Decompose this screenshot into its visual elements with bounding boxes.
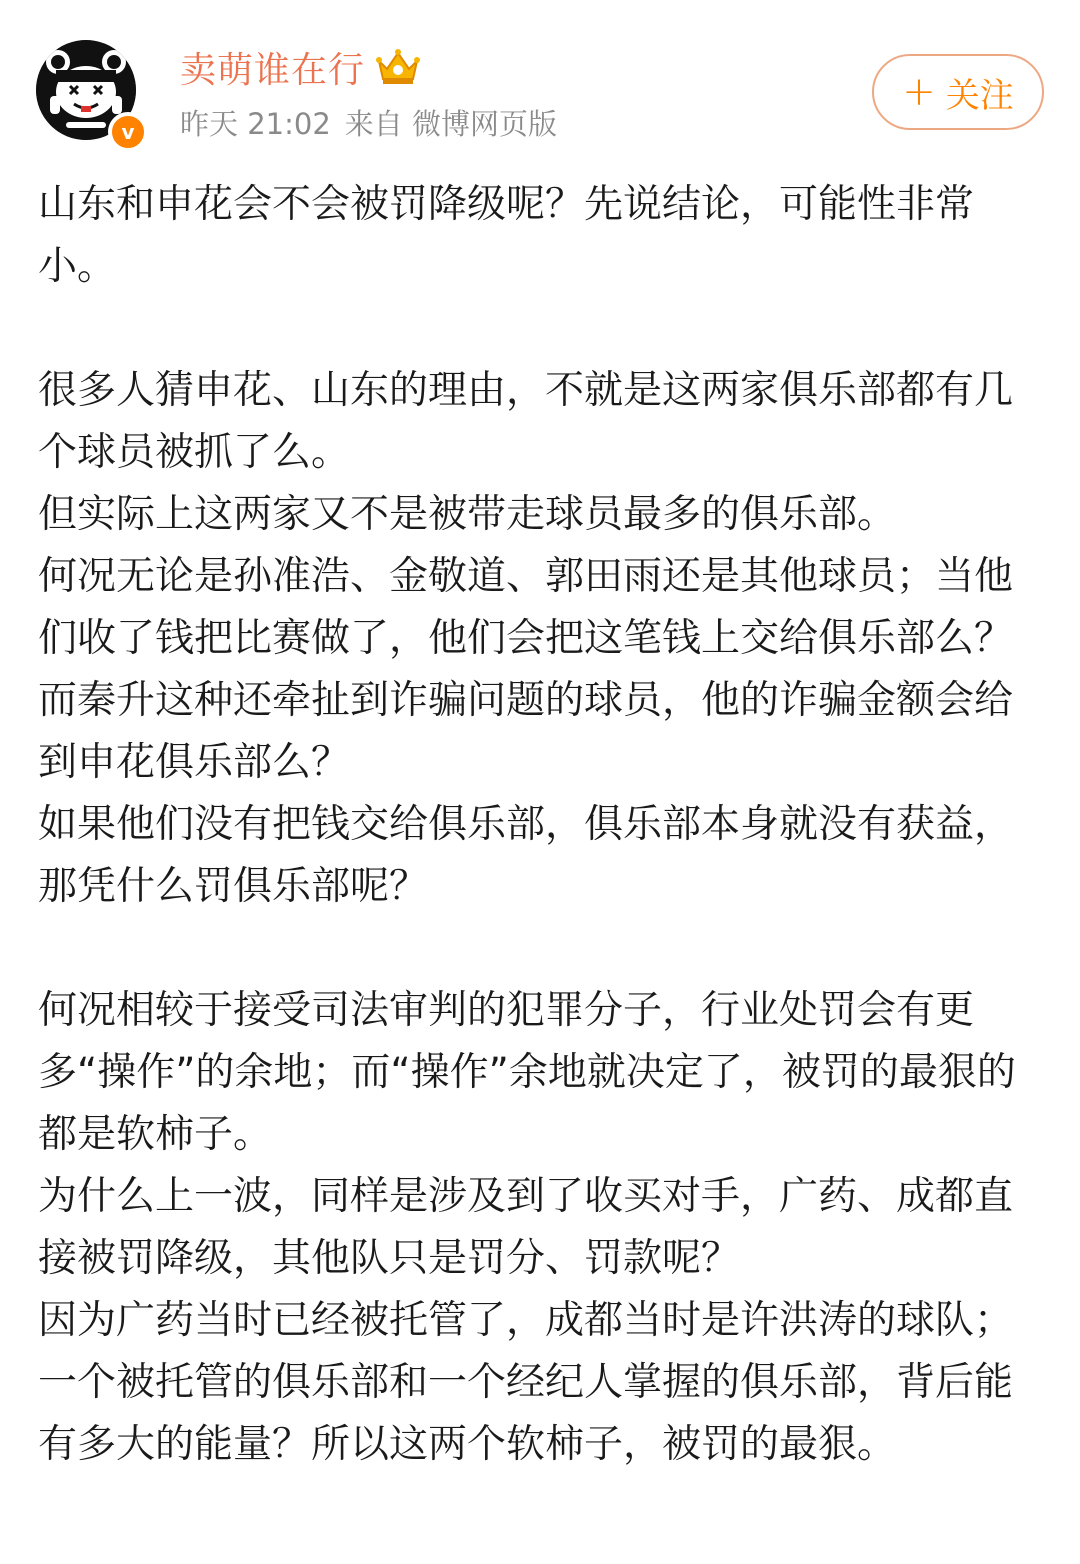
post-header (0, 0, 1080, 160)
post-paragraph-3: 但实际上这两家又不是被带走球员最多的俱乐部。 (38, 492, 897, 537)
post-paragraph-6: 何况相较于接受司法审判的犯罪分子，行业处罚会有更多“操作”的余地；而“操作”余地就决定了，被罚的最狠的都是软柿子。 (38, 988, 1016, 1157)
follow-button[interactable] (872, 54, 1044, 130)
username[interactable]: 卖萌谁在行 (180, 49, 366, 91)
verified-glyph: v (121, 120, 135, 144)
plus-icon: + (902, 69, 936, 115)
post-content (38, 174, 1038, 1476)
post-meta (180, 102, 557, 143)
post-time: 昨天 21:02 (180, 107, 331, 141)
follow-label: 关注 (945, 75, 1014, 116)
paragraph-gap (38, 298, 1038, 360)
paragraph-gap (38, 918, 1038, 980)
crown-icon[interactable] (375, 47, 421, 87)
post-source: 来自 微博网页版 (344, 107, 558, 141)
post-paragraph-8: 因为广药当时已经被托管了，成都当时是许洪涛的球队；一个被托管的俱乐部和一个经纪人掌握的俱乐部，背后能有多大的能量？所以这两个软柿子，被罚的最狠。 (38, 1298, 1014, 1467)
post-paragraph-4: 何况无论是孙准浩、金敬道、郭田雨还是其他球员；当他们收了钱把比赛做了，他们会把这笔钱上交给俱乐部么？而秦升这种还牵扯到诈骗问题的球员，他的诈骗金额会给到申花俱乐部么？ (38, 554, 1014, 785)
post-paragraph-7: 为什么上一波，同样是涉及到了收买对手，广药、成都直接被罚降级，其他队只是罚分、罚款呢？ (38, 1174, 1014, 1281)
avatar-container[interactable] (36, 40, 148, 152)
verified-v-icon (108, 112, 148, 152)
post-paragraph-2: 很多人猜申花、山东的理由，不就是这两家俱乐部都有几个球员被抓了么。 (38, 368, 1014, 475)
post-paragraph-1: 山东和申花会不会被罚降级呢？先说结论，可能性非常小。 (38, 182, 975, 289)
post-paragraph-5: 如果他们没有把钱交给俱乐部，俱乐部本身就没有获益，那凭什么罚俱乐部呢？ (38, 802, 1014, 909)
username-row (180, 44, 421, 90)
